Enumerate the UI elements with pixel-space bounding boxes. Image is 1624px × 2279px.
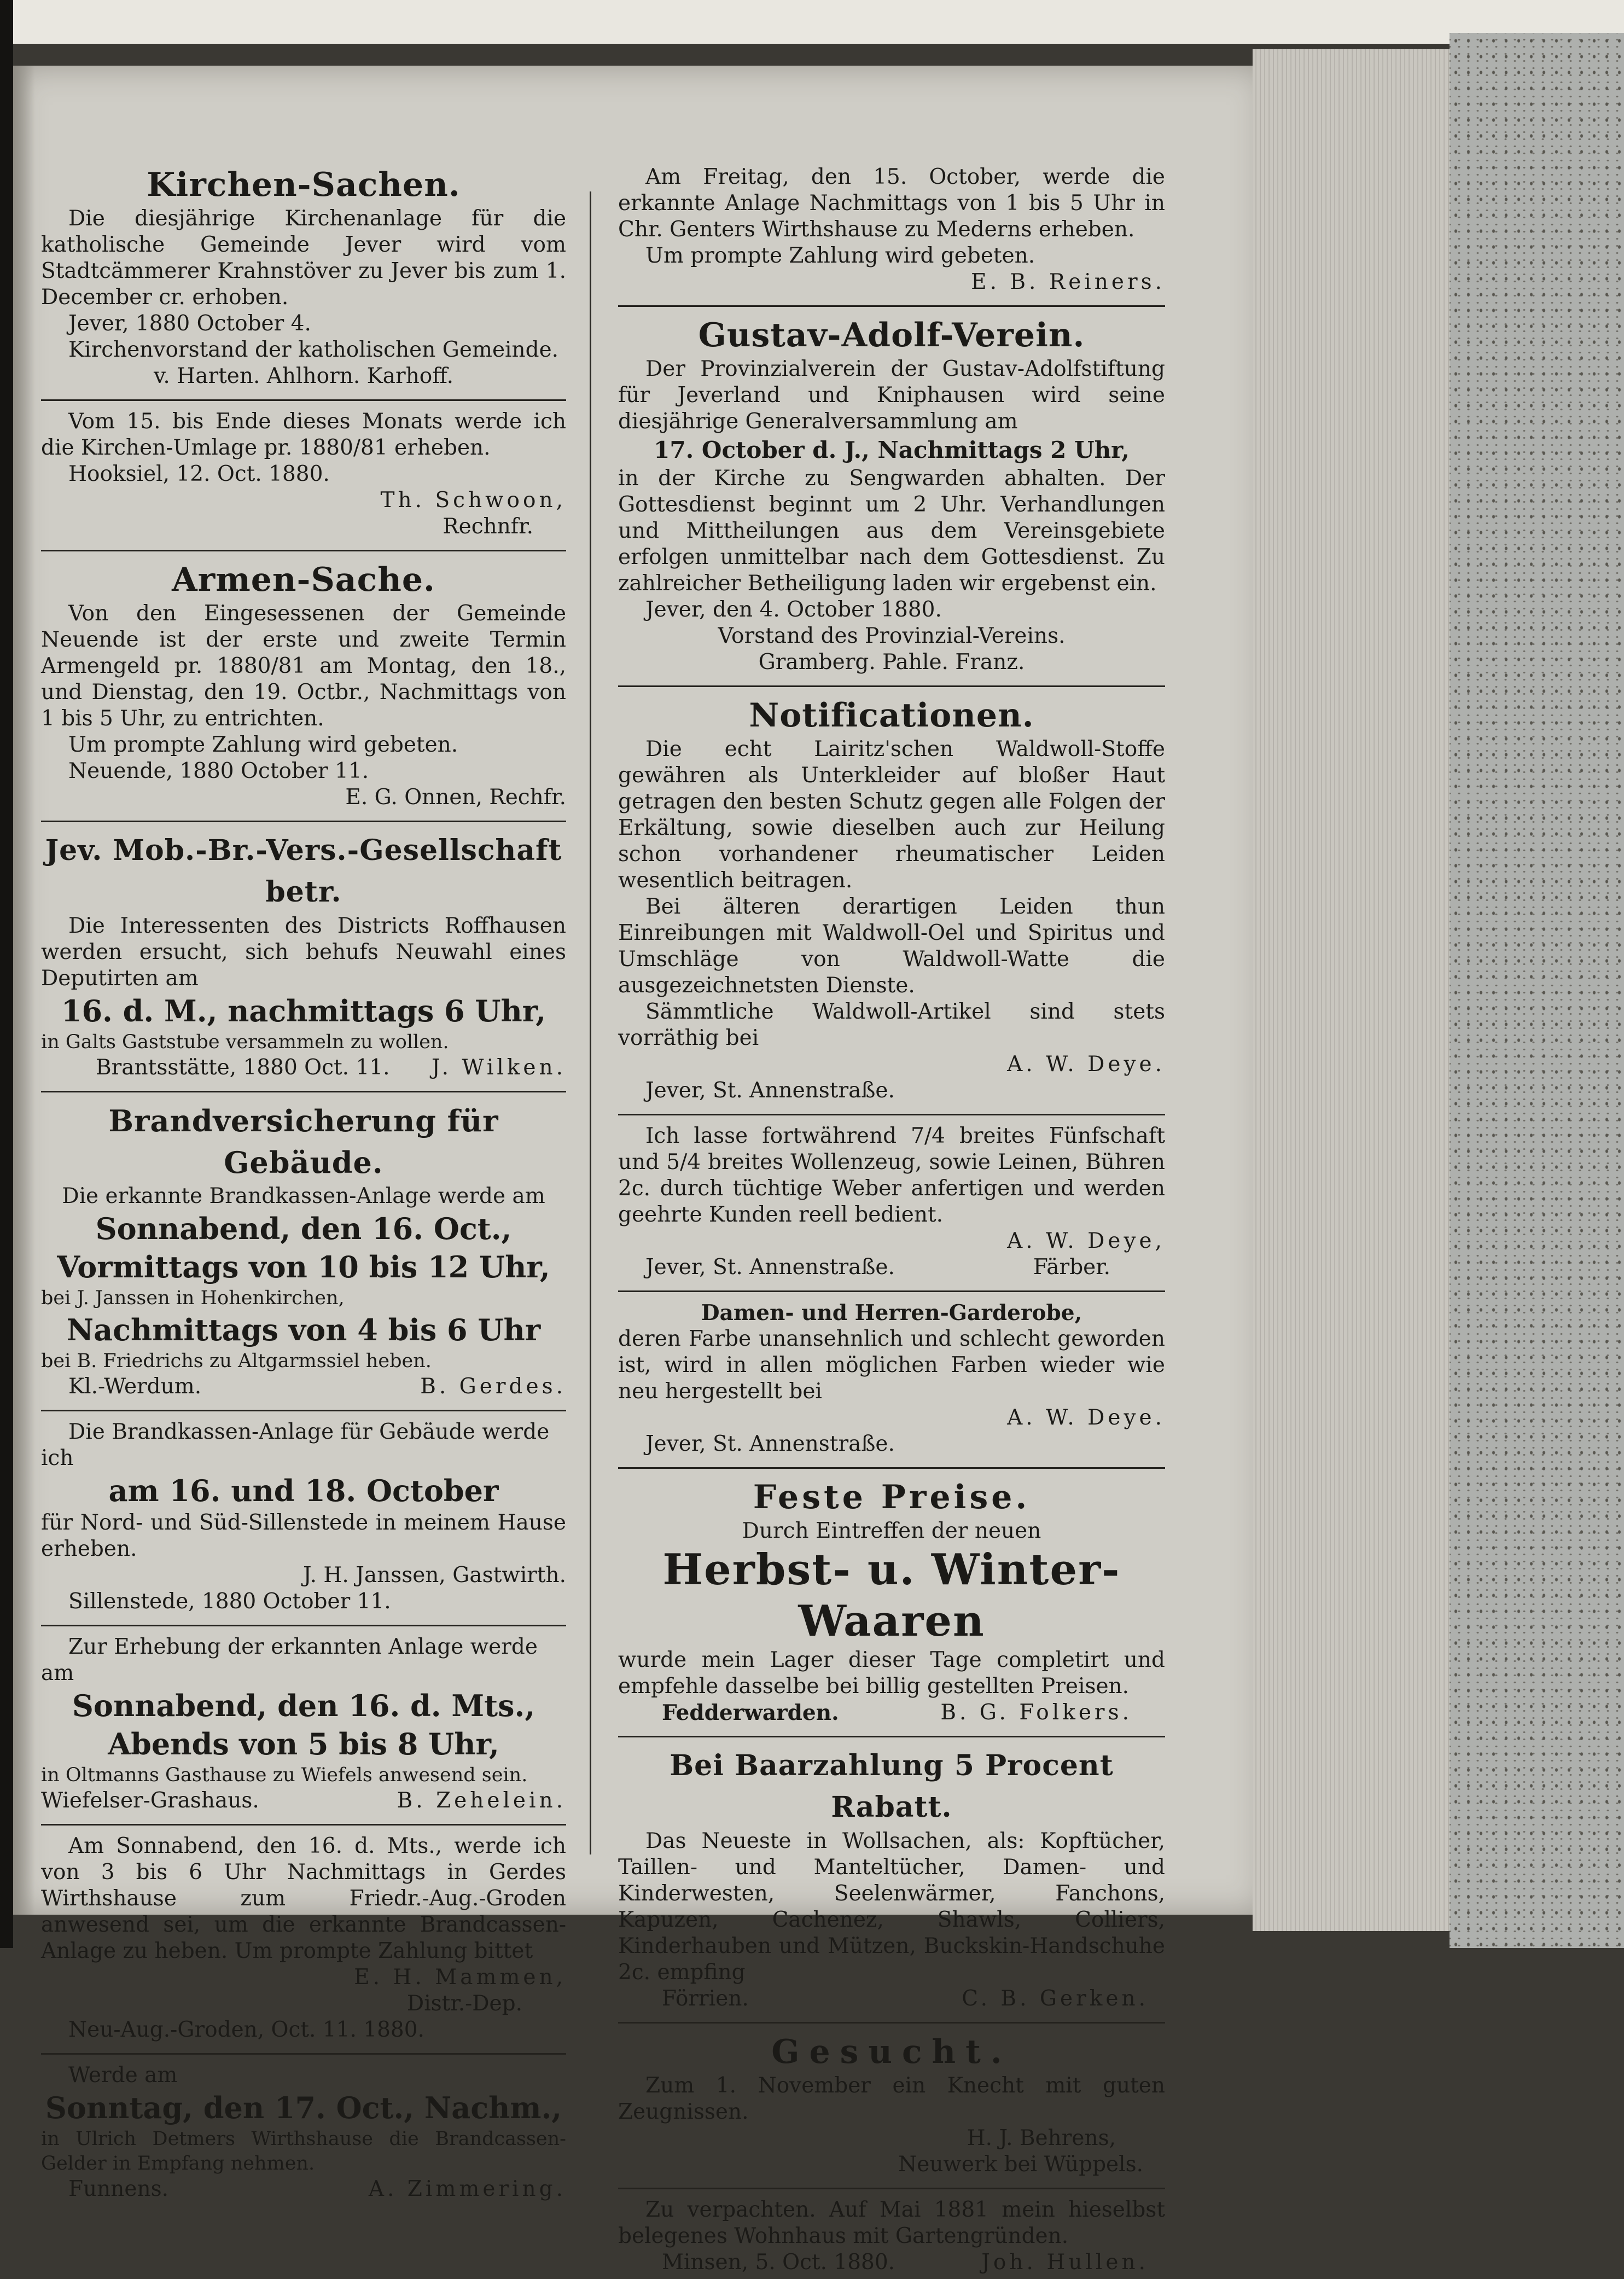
notice-signature-row — [618, 1986, 1165, 2012]
notice-title: Feste Preise. — [753, 1478, 1031, 1516]
notice-zu-verpachten — [618, 2197, 1165, 2279]
notice-time-morning: Vormittags von 10 bis 12 Uhr, — [57, 1249, 550, 1284]
notice-title: Kirchen-Sachen. — [147, 166, 461, 204]
notice-armen-sache — [41, 559, 566, 814]
book-page-edges — [1253, 49, 1450, 1931]
notice-intro: Die erkannte Brandkassen-Anlage werde am — [62, 1184, 545, 1208]
notice-signer: C. B. Gerken. — [962, 1986, 1149, 2011]
divider-rule — [618, 2188, 1165, 2189]
divider-rule — [618, 1290, 1165, 1292]
notice-body-cont: Bei älteren derartigen Leiden thun Einreibungen mit Waldwoll-Oel und Spiritus und Umschläge von Waldwoll-Watte die ausgezeichnetsten Dienste. — [618, 894, 1165, 998]
notice-brandcassen-groden — [41, 1833, 566, 2047]
notice-brandkassen-sillenstede — [41, 1419, 566, 1618]
divider-rule — [41, 550, 566, 551]
notice-signature-row — [41, 1788, 566, 1814]
scan-border — [0, 0, 13, 1948]
notice-body: für Nord- und Süd-Sillenstede in meinem Hause erheben. — [41, 1510, 566, 1561]
notice-signer: A. W. Deye. — [1007, 1405, 1165, 1430]
notice-title: Notificationen. — [749, 696, 1034, 735]
notice-request: Um prompte Zahlung wird gebeten. — [645, 243, 1035, 268]
notice-signer: A. Zimmering. — [368, 2177, 566, 2201]
book-top-edge — [13, 0, 1624, 44]
notice-title: Bei Baarzahlung 5 Procent Rabatt. — [670, 1749, 1114, 1824]
notice-body-cont: Sämmtliche Waldwoll-Artikel sind stets vorräthig bei — [618, 999, 1165, 1050]
notice-title: Jev. Mob.-Br.-Vers.-Gesellschaft betr. — [45, 834, 562, 909]
notice-date-line: Sonnabend, den 16. Oct., — [95, 1211, 512, 1246]
notice-signers: v. Harten. Ahlhorn. Karhoff. — [153, 364, 454, 388]
notice-place: Funnens. — [68, 2177, 169, 2201]
notice-title: Gesucht. — [771, 2033, 1012, 2071]
notice-body: in Oltmanns Gasthause zu Wiefels anwesend sein. — [41, 1764, 528, 1786]
notice-signer: Joh. Hullen. — [981, 2250, 1149, 2275]
notice-garderobe — [618, 1300, 1165, 1461]
notice-place: Fedderwarden. — [662, 1700, 839, 1725]
notice-place: Jever, St. Annenstraße. — [645, 1078, 895, 1103]
notice-board: Vorstand des Provinzial-Vereins. — [718, 624, 1066, 648]
notice-signer: E. B. Reiners. — [971, 270, 1165, 294]
notice-body: in Ulrich Detmers Wirthshause die Brandcassen-Gelder in Empfang nehmen. — [41, 2128, 566, 2175]
column-divider — [590, 191, 591, 1854]
notice-signature-row — [41, 2176, 566, 2202]
notice-signer: J. H. Janssen, Gastwirth. — [302, 1563, 566, 1588]
notice-body-cont: in der Kirche zu Sengwarden abhalten. Der Gottesdienst beginnt um 2 Uhr. Verhandlungen und Mittheilungen aus dem Vereinsgebiete erfolgen unmittelbar nach dem Gottesdienst. Zu zahlreicher Betheiligung laden wir ergebenst ein. — [618, 466, 1165, 596]
notice-date-line: 16. d. M., nachmittags 6 Uhr, — [61, 993, 546, 1028]
notice-signature-row — [41, 1055, 566, 1081]
notice-body: wurde mein Lager dieser Tage completirt und empfehle dasselbe bei billig gestellten Preisen. — [618, 1648, 1165, 1699]
notice-kirchen-sachen — [41, 164, 566, 393]
notice-role: Distr.-Dep. — [406, 1991, 522, 2016]
notice-body-cont: in Galts Gaststube versammeln zu wollen. — [41, 1031, 449, 1053]
notice-intro: Werde am — [68, 2063, 178, 2088]
notice-body: Die diesjährige Kirchenanlage für die katholische Gemeinde Jever wird vom Stadtcämmerer Krahnstöver zu Jever bis zum 1. December cr. erhoben. — [41, 206, 566, 310]
notice-place-date: Brantsstätte, 1880 Oct. 11. — [96, 1055, 390, 1080]
divider-rule — [41, 2053, 566, 2055]
divider-rule — [618, 1467, 1165, 1469]
notice-headline: Herbst- u. Winter-Waaren — [662, 1545, 1121, 1646]
notice-signer: H. J. Behrens, — [967, 2126, 1116, 2150]
notice-brandcassen-funnens — [41, 2062, 566, 2206]
notice-signer: Th. Schwoon, — [380, 488, 566, 513]
notice-location-2: bei B. Friedrichs zu Altgarmssiel heben. — [41, 1350, 432, 1372]
divider-rule — [41, 1091, 566, 1092]
notice-notificationen — [618, 695, 1165, 1107]
notice-signer: A. W. Deye, — [1007, 1229, 1165, 1253]
notice-gustav-adolf-verein — [618, 315, 1165, 679]
right-column — [618, 164, 1165, 2279]
notice-date-line: Sonntag, den 17. Oct., Nachm., — [45, 2090, 562, 2125]
notice-signer: B. Zehelein. — [397, 1788, 566, 1813]
divider-rule — [41, 399, 566, 401]
divider-rule — [618, 2022, 1165, 2024]
notice-weberei — [618, 1123, 1165, 1284]
notice-anlage-wiefels — [41, 1634, 566, 1817]
notice-place-date: Jever, 1880 October 4. — [68, 311, 311, 336]
notice-board: Kirchenvorstand der katholischen Gemeinde. — [68, 338, 559, 362]
notice-feste-preise — [618, 1476, 1165, 1729]
notice-date-line: Sonnabend, den 16. d. Mts., — [72, 1688, 535, 1723]
notice-intro: Zur Erhebung der erkannten Anlage werde am — [41, 1635, 538, 1685]
notice-time-afternoon: Nachmittags von 4 bis 6 Uhr — [66, 1312, 541, 1347]
divider-rule — [41, 1625, 566, 1626]
notice-place: Wiefelser-Grashaus. — [41, 1788, 259, 1813]
notice-kirchen-umlage — [41, 409, 566, 543]
notice-body: Die echt Lairitz'schen Waldwoll-Stoffe gewähren als Unterkleider auf bloßer Haut getragen den besten Schutz gegen alle Folgen der Erkältung, sowie dieselben auch zur Heilung schon vorhandener rheumatischer Leiden wesentlich beitragen. — [618, 737, 1165, 893]
notice-body: Zum 1. November ein Knecht mit guten Zeugnissen. — [618, 2073, 1165, 2124]
notice-place-date: Sillenstede, 1880 October 11. — [68, 1589, 391, 1614]
notice-brandversicherung — [41, 1100, 566, 1403]
book-cover — [1450, 33, 1624, 1948]
notice-body: Das Neueste in Wollsachen, als: Kopftücher, Taillen- und Manteltücher, Damen- und Kinderwesten, Seelenwärmer, Fanchons, Kapuzen, Cachenez, Shawls, Colliers, Kinderhauben und Mützen, Buckskin-Handschuhe 2c. empfing — [618, 1829, 1165, 1985]
notice-date-line: 17. October d. J., Nachmittags 2 Uhr, — [654, 437, 1130, 463]
notice-place: Kl.-Werdum. — [68, 1374, 202, 1399]
notice-title: Armen-Sache. — [172, 561, 435, 599]
notice-body: Die Interessenten des Districts Roffhausen werden ersucht, sich behufs Neuwahl eines Deputirten am — [41, 914, 566, 991]
notice-signer: E. G. Onnen, Rechfr. — [345, 785, 566, 810]
notice-body: deren Farbe unansehnlich und schlecht geworden ist, wird in allen möglichen Farben wieder wie neu hergestellt bei — [618, 1327, 1165, 1404]
notice-signer: B. G. Folkers. — [940, 1700, 1132, 1725]
notice-rabatt — [618, 1745, 1165, 2015]
notice-title: Damen- und Herren-Garderobe, — [701, 1300, 1082, 1325]
divider-rule — [41, 1410, 566, 1411]
notice-intro: Durch Eintreffen der neuen — [742, 1519, 1041, 1543]
notice-role: Rechnfr. — [443, 514, 533, 539]
divider-rule — [618, 305, 1165, 307]
divider-rule — [41, 821, 566, 822]
notice-signer: A. W. Deye. — [1007, 1052, 1165, 1077]
notice-body: Vom 15. bis Ende dieses Monats werde ich die Kirchen-Umlage pr. 1880/81 erheben. — [41, 409, 566, 460]
notice-body: Am Sonnabend, den 16. d. Mts., werde ich von 3 bis 6 Uhr Nachmittags in Gerdes Wirthshause zum Friedr.-Aug.-Groden anwesend sei, um die erkannte Brandcassen-Anlage zu heben. Um prompte Zahlung bittet — [41, 1834, 566, 1963]
notice-body: Zu verpachten. Auf Mai 1881 mein hieselbst belegenes Wohnhaus mit Gartengründen. — [618, 2197, 1165, 2248]
divider-rule — [618, 685, 1165, 687]
notice-place: Förrien. — [662, 1986, 749, 2011]
notice-body: Der Provinzialverein der Gustav-Adolfstiftung für Jeverland und Kniphausen wird seine diesjährige Generalversammlung am — [618, 357, 1165, 434]
notice-signature-row — [41, 1374, 566, 1400]
divider-rule — [618, 1114, 1165, 1115]
notice-signer: E. H. Mammen, — [354, 1965, 566, 1990]
left-column — [41, 164, 566, 2206]
notice-title: Gustav-Adolf-Verein. — [698, 316, 1085, 354]
divider-rule — [41, 1824, 566, 1825]
notice-signature-row — [618, 1700, 1165, 1726]
notice-place: Neuwerk bei Wüppels. — [898, 2152, 1143, 2177]
notice-gesucht — [618, 2031, 1165, 2181]
notice-request: Um prompte Zahlung wird gebeten. — [68, 732, 458, 757]
notice-body: Von den Eingesessenen der Gemeinde Neuende ist der erste und zweite Termin Armengeld pr. 1880/81 am Montag, den 18., und Dienstag, den 19. Octbr., Nachmittags von 1 bis 5 Uhr, zu entrichten. — [41, 601, 566, 731]
notice-place: Jever, St. Annenstraße. — [645, 1255, 895, 1280]
notice-location-1: bei J. Janssen in Hohenkirchen, — [41, 1287, 345, 1309]
notice-place-date: Neuende, 1880 October 11. — [68, 759, 369, 783]
notice-place-date: Jever, den 4. October 1880. — [645, 597, 942, 622]
notice-body: Ich lasse fortwährend 7/4 breites Fünfschaft und 5/4 breites Wollenzeug, sowie Leinen, Bühren 2c. durch tüchtige Weber anfertigen und werden geehrte Kunden reell bedient. — [618, 1124, 1165, 1227]
notice-role: Färber. — [1033, 1255, 1110, 1280]
notice-time: Abends von 5 bis 8 Uhr, — [108, 1726, 499, 1761]
notice-place-date: Hooksiel, 12. Oct. 1880. — [68, 462, 330, 486]
notice-body: Am Freitag, den 15. October, werde die erkannte Anlage Nachmittags von 1 bis 5 Uhr in Chr. Genters Wirthshause zu Mederns erheben. — [618, 165, 1165, 242]
page-gutter-shadow — [13, 66, 35, 1915]
notice-place-date: Neu-Aug.-Groden, Oct. 11. 1880. — [68, 2018, 424, 2042]
notice-signers: Gramberg. Pahle. Franz. — [758, 650, 1025, 675]
notice-signer: B. Gerdes. — [420, 1374, 566, 1399]
notice-signer: J. Wilken. — [432, 1055, 566, 1080]
notice-date-line: am 16. und 18. October — [108, 1473, 499, 1508]
notice-anlage-mederns — [618, 164, 1165, 299]
notice-place-date: Minsen, 5. Oct. 1880. — [662, 2250, 895, 2275]
notice-place: Jever, St. Annenstraße. — [645, 1432, 895, 1456]
notice-signature-row — [618, 1254, 1165, 1281]
notice-mobiliar-versicherung — [41, 830, 566, 1084]
notice-title: Brandversicherung für Gebäude. — [108, 1103, 499, 1180]
divider-rule — [618, 1736, 1165, 1737]
notice-intro: Die Brandkassen-Anlage für Gebäude werde ich — [41, 1420, 550, 1470]
notice-signature-row — [618, 2249, 1165, 2276]
